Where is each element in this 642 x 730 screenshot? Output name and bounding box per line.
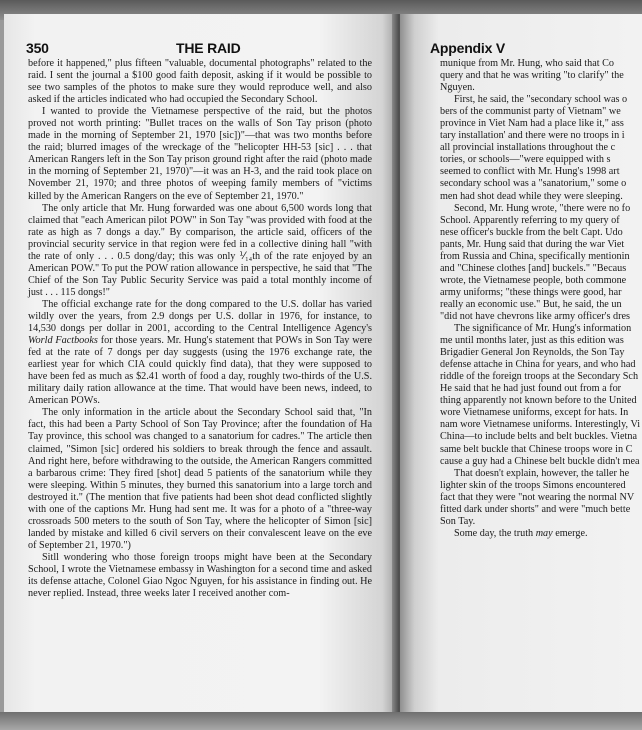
right-text-line: munique from Mr. Hung, who said that Co — [440, 58, 615, 69]
right-text-line: defense attache in China for years, and who had — [440, 359, 636, 371]
scan-bottom-edge — [0, 712, 642, 730]
paragraph-2: I wanted to provide the Vietnamese perspective of the raid, but the photos proved not worth printing: "Bullet traces on the walls of Son Tay prison (photo made in the morning of September 21, 1970 [sic])"—that was two months before the raid; blurred images of the wreckage of the "helicopter HH-53 [sic] . . . that American Rangers left in the Son Tay prison ground right after the raid (photo made in the morning of September 21, 1970)"—it was an H-3, and the raid took place on November 21, 1970; and three photos of weeping family members of "victims killed by the American Rangers on the eve of September 21, 1970." — [28, 106, 372, 202]
right-text-line: secondary school was a "sanatorium," some o — [440, 178, 627, 190]
right-text-line: fitted dark under shorts" and were "much bette — [440, 503, 631, 515]
right-body-text — [440, 58, 642, 540]
paragraph-4: The official exchange rate for the dong compared to the U.S. dollar has varied wildly over the years, from 2.9 dongs per U.S. dollar in 1976, for instance, to 14,530 dongs per dollar in 2001, according to the Central Intelligence Agency's World Factbooks for those years. Mr. Hung's statement that POWs in Son Tay were fed at the rate of 7 dongs per day suggests (using the 1976 exchange rate, the earliest year for which CIA could quickly find data), that they were supposed to have been fed as much as $2.41 worth of food a day, roughly two-thirds of the U.S. military daily ration allowance at the time. That would have been news, indeed, to American POWs. — [28, 298, 372, 407]
right-text-line: same belt buckle that Chinese troops wore in C — [440, 443, 633, 455]
right-text-line: The significance of Mr. Hung's information — [454, 323, 632, 335]
left-body-text — [28, 58, 372, 600]
right-text-line: Nguyen. — [440, 82, 475, 94]
right-text-line: First, he said, the "secondary school was o — [454, 94, 628, 106]
right-text-line: wrote, the Vietnamese people, both commone — [440, 274, 627, 286]
right-text-line: cause a guy had a Chinese belt buckle didn't mea — [440, 455, 640, 467]
right-text-line: wore Vietnamese uniforms, except for hats. In — [440, 407, 629, 419]
right-text-line: seemed to conflict with Mr. Hung's 1998 art — [440, 166, 620, 178]
right-text-line: fact that they were "not wearing the normal NV — [440, 491, 635, 503]
right-text-line: from Russia and China, specifically mentionin — [440, 250, 630, 262]
paragraph-1: before it happened," plus fifteen "valuable, documental photographs" related to the raid. I sent the journal a $100 good faith deposit, asking if it would be possible to see two samples of the photos to make sure they would reproduce well, and also asked if the articles indicated who had occupied the Secondary School. — [28, 58, 372, 106]
paragraph-3: The only article that Mr. Hung forwarded was one about 6,500 words long that claimed that "each American pilot POW" in Son Tay "was provided with food at the rate as high as 7 dongs a day." By comparison, the article said, officers of the provincial security service in that region were fed in a collective dining hall "with the rate of only . . . 0.5 dong/day; this was only ⅟₁₄th of the rate enjoyed by an American POW." To put the POW ration allowance in perspective, he said that "The Chief of the Son Tay Public Security Service was paid a total monthly income of just . . . 115 dongs!" — [28, 202, 372, 298]
right-text-line: thing apparently not known before to the United — [440, 395, 637, 407]
right-text-line: nam wore Vietnamese uniforms. Interestingly, Vi — [440, 419, 641, 431]
right-page — [400, 14, 642, 714]
right-text-line: all provincial installations throughout the c — [440, 142, 616, 154]
paragraph-6: Sitll wondering who those foreign troops might have been at the Secondary School, I wrote the Vietnamese embassy in Washington for a second time and asked its defense attache, Colonel Giao Ngoc Nguyen, for his assistance in finding out. He never replied. Instead, three weeks later I received another com- — [28, 551, 372, 600]
paragraph-5: The only information in the article about the Secondary School said that, "In fact, this had been a Party School of Son Tay Province; after the foundation of Ha Tay province, this school was changed to a sanatorium for cadres." The article then claimed, "Simon [sic] ordered his soldiers to break through the fence and assault. And right here, before withdrawing to the outside, the American Rangers committed a barbarous crime: They fired [shot] dead 5 patients of the sanatorium while they were sleeping. Within 5 minutes, they burned this sanatorium into a large torch and destroyed it." (The mention that five patients had been shot dead conflicted slightly with one of the captions Mr. Hung had sent me. It was for a photo of a "three-way crossroads 500 meters to the south of Son Tay, where the helicopter of Simon [sic] landed by mistake and killed 6 civil servers on their convalescent leave on the eve of September 21, 1970.") — [28, 407, 372, 551]
right-text-line: He said that he had just found out from a for — [440, 383, 622, 395]
right-text-line: lighter skin of the troops Simons encountered — [440, 479, 626, 491]
right-text-line: China—to include belts and belt buckles. Vietna — [440, 431, 637, 443]
right-text-line: riddle of the foreign troops at the Secondary Sch — [440, 371, 639, 383]
right-text-line: That doesn't explain, however, the taller he — [454, 467, 630, 479]
right-text-line: pants, Mr. Hung said that during the war Viet — [440, 238, 625, 250]
right-text-line: really an economic use." But, he said, the un — [440, 298, 622, 310]
right-text-line: "did not have chevrons like army officer's dres — [440, 310, 630, 322]
running-head-appendix: Appendix V — [430, 40, 506, 56]
right-text-line: Second, Mr. Hung wrote, "there were no fo — [454, 202, 631, 214]
right-text-line: Some day, the truth may emerge. — [454, 527, 588, 539]
right-text-line: Brigadier General Jon Reynolds, the Son Tay — [440, 347, 625, 359]
page-number: 350 — [26, 40, 49, 56]
right-text-line: province in Viet Nam had a place like it," ass — [440, 118, 624, 130]
right-text-line: men had shot dead while they were sleeping. — [440, 190, 623, 202]
right-text-line: Son Tay. — [440, 515, 476, 527]
right-text-line: School. Apparently referring to my query of — [440, 214, 620, 226]
right-text-line: tories, or schools—"were equipped with s — [440, 154, 611, 166]
running-head: THE RAID — [176, 40, 241, 56]
right-text-line: tary installation' and there were no troops in i — [440, 130, 625, 142]
right-text-line: army uniforms; "these things were good, har — [440, 286, 622, 298]
italic-title: World Factbooks — [28, 335, 98, 347]
right-text-line: nese officer's buckle from the belt Capt. Udo — [440, 226, 623, 238]
italic-word: may — [535, 527, 553, 539]
right-text-line: bers of the communist party of Vietnam" we — [440, 106, 621, 118]
right-text-line: and "Chinese clothes [and] buckels." "Becaus — [440, 262, 627, 274]
left-page — [4, 14, 398, 714]
right-text-line: me until months later, just as this edition was — [440, 335, 624, 347]
right-text-line: query and that he was writing "to clarify" the — [440, 70, 624, 82]
